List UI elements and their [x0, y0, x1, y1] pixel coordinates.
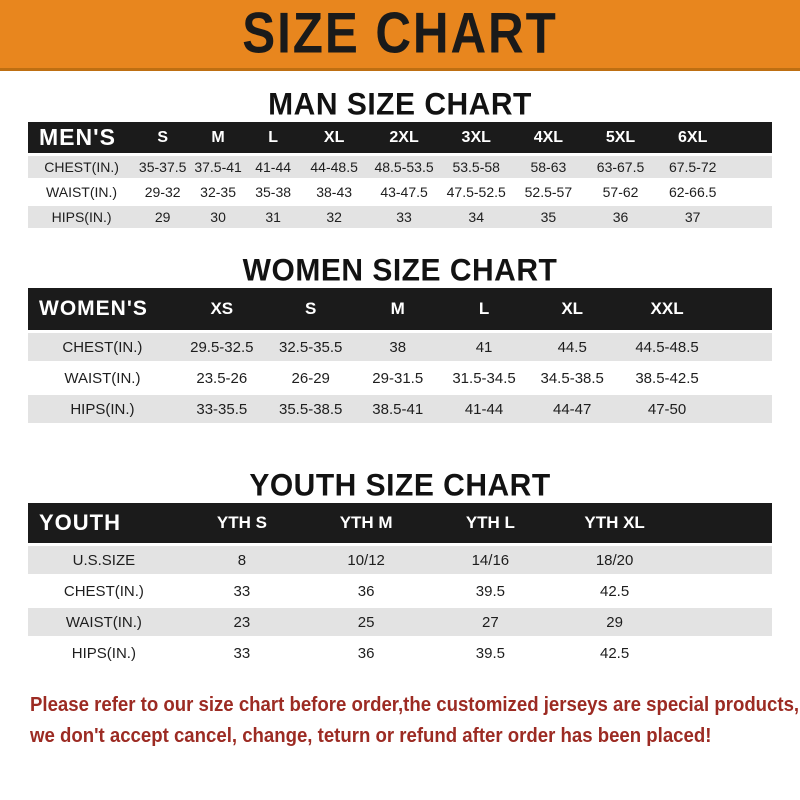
row-label-cell: CHEST(IN.) — [28, 576, 180, 607]
section-men — [0, 87, 800, 228]
size-value-cell: 25 — [304, 607, 428, 638]
size-value-cell: 41 — [441, 332, 527, 363]
size-value-cell: 30 — [190, 205, 246, 229]
size-column-header: YTH M — [304, 503, 428, 545]
size-value-cell: 44-47 — [527, 394, 617, 424]
row-label-cell: CHEST(IN.) — [28, 332, 177, 363]
order-notice — [0, 690, 800, 752]
spacer-cell — [729, 205, 772, 229]
size-value-cell: 39.5 — [428, 576, 552, 607]
table-row — [28, 545, 772, 576]
size-column-header: 5XL — [584, 122, 656, 155]
size-value-cell: 44.5 — [527, 332, 617, 363]
size-column-header: YTH XL — [552, 503, 676, 545]
spacer-cell — [717, 394, 772, 424]
size-value-cell: 42.5 — [552, 638, 676, 668]
size-value-cell: 34.5-38.5 — [527, 363, 617, 394]
size-value-cell: 18/20 — [552, 545, 676, 576]
size-value-cell: 31 — [246, 205, 300, 229]
size-value-cell: 23 — [180, 607, 304, 638]
spacer-cell — [677, 607, 772, 638]
size-value-cell: 35 — [512, 205, 584, 229]
table-row — [28, 638, 772, 668]
size-column-header: 2XL — [368, 122, 440, 155]
spacer-cell — [717, 288, 772, 332]
table-title-cell: MEN'S — [28, 122, 135, 155]
women-size-table — [28, 288, 772, 423]
spacer-cell — [729, 155, 772, 180]
size-column-header: L — [246, 122, 300, 155]
table-row — [28, 394, 772, 424]
size-value-cell: 37 — [657, 205, 729, 229]
size-value-cell: 29 — [552, 607, 676, 638]
size-value-cell: 39.5 — [428, 638, 552, 668]
size-value-cell: 36 — [584, 205, 656, 229]
size-value-cell: 33-35.5 — [177, 394, 267, 424]
table-row — [28, 205, 772, 229]
size-value-cell: 47.5-52.5 — [440, 180, 512, 205]
size-column-header: XL — [527, 288, 617, 332]
men-size-table — [28, 122, 772, 228]
spacer-cell — [677, 576, 772, 607]
size-value-cell: 38 — [355, 332, 441, 363]
row-label-cell: HIPS(IN.) — [28, 638, 180, 668]
size-value-cell: 43-47.5 — [368, 180, 440, 205]
size-value-cell: 48.5-53.5 — [368, 155, 440, 180]
spacer-cell — [729, 180, 772, 205]
size-column-header: L — [441, 288, 527, 332]
size-value-cell: 23.5-26 — [177, 363, 267, 394]
spacer-cell — [677, 638, 772, 668]
size-column-header: XS — [177, 288, 267, 332]
banner — [0, 0, 800, 71]
row-label-cell: WAIST(IN.) — [28, 363, 177, 394]
header-row — [28, 503, 772, 545]
section-youth — [0, 468, 800, 667]
size-value-cell: 38.5-41 — [355, 394, 441, 424]
size-value-cell: 63-67.5 — [584, 155, 656, 180]
size-column-header: YTH S — [180, 503, 304, 545]
size-value-cell: 62-66.5 — [657, 180, 729, 205]
size-value-cell: 47-50 — [617, 394, 717, 424]
row-label-cell: HIPS(IN.) — [28, 205, 135, 229]
size-value-cell: 37.5-41 — [190, 155, 246, 180]
spacer-cell — [677, 503, 772, 545]
size-value-cell: 29-32 — [135, 180, 190, 205]
row-label-cell: HIPS(IN.) — [28, 394, 177, 424]
size-column-header: M — [190, 122, 246, 155]
size-value-cell: 29-31.5 — [355, 363, 441, 394]
size-column-header: S — [135, 122, 190, 155]
table-row — [28, 363, 772, 394]
spacer-cell — [677, 545, 772, 576]
size-value-cell: 36 — [304, 638, 428, 668]
size-value-cell: 8 — [180, 545, 304, 576]
size-value-cell: 32 — [300, 205, 368, 229]
size-value-cell: 35.5-38.5 — [267, 394, 355, 424]
notice-line-2: we don't accept cancel, change, teturn or refund after order has been placed! — [30, 725, 712, 747]
size-chart-content — [0, 87, 800, 752]
table-row — [28, 607, 772, 638]
row-label-cell: U.S.SIZE — [28, 545, 180, 576]
spacer-cell — [717, 363, 772, 394]
size-value-cell: 35-38 — [246, 180, 300, 205]
size-value-cell: 36 — [304, 576, 428, 607]
table-title-cell: WOMEN'S — [28, 288, 177, 332]
size-value-cell: 29 — [135, 205, 190, 229]
size-value-cell: 29.5-32.5 — [177, 332, 267, 363]
header-row — [28, 288, 772, 332]
row-label-cell: WAIST(IN.) — [28, 607, 180, 638]
size-value-cell: 33 — [180, 576, 304, 607]
spacer-cell — [729, 122, 772, 155]
youth-size-table — [28, 503, 772, 667]
size-value-cell: 33 — [368, 205, 440, 229]
size-value-cell: 35-37.5 — [135, 155, 190, 180]
size-value-cell: 42.5 — [552, 576, 676, 607]
size-column-header: M — [355, 288, 441, 332]
size-column-header: 6XL — [657, 122, 729, 155]
size-value-cell: 27 — [428, 607, 552, 638]
size-value-cell: 26-29 — [267, 363, 355, 394]
size-value-cell: 38.5-42.5 — [617, 363, 717, 394]
size-value-cell: 34 — [440, 205, 512, 229]
row-label-cell: CHEST(IN.) — [28, 155, 135, 180]
size-value-cell: 32-35 — [190, 180, 246, 205]
section-women — [0, 253, 800, 423]
banner-title: SIZE CHART — [242, 2, 558, 66]
size-column-header: YTH L — [428, 503, 552, 545]
section-heading-men: MAN SIZE CHART — [268, 87, 532, 122]
size-value-cell: 53.5-58 — [440, 155, 512, 180]
header-row — [28, 122, 772, 155]
size-value-cell: 44-48.5 — [300, 155, 368, 180]
size-value-cell: 58-63 — [512, 155, 584, 180]
table-row — [28, 180, 772, 205]
size-value-cell: 10/12 — [304, 545, 428, 576]
size-value-cell: 57-62 — [584, 180, 656, 205]
size-column-header: XL — [300, 122, 368, 155]
size-column-header: 3XL — [440, 122, 512, 155]
size-column-header: S — [267, 288, 355, 332]
spacer-cell — [717, 332, 772, 363]
size-value-cell: 41-44 — [441, 394, 527, 424]
size-value-cell: 67.5-72 — [657, 155, 729, 180]
section-heading-women: WOMEN SIZE CHART — [242, 253, 558, 288]
size-value-cell: 33 — [180, 638, 304, 668]
size-value-cell: 52.5-57 — [512, 180, 584, 205]
table-row — [28, 155, 772, 180]
notice-line-1: Please refer to our size chart before order,the customized jerseys are special products, — [30, 694, 800, 716]
row-label-cell: WAIST(IN.) — [28, 180, 135, 205]
size-value-cell: 41-44 — [246, 155, 300, 180]
table-row — [28, 332, 772, 363]
table-row — [28, 576, 772, 607]
size-column-header: XXL — [617, 288, 717, 332]
size-value-cell: 31.5-34.5 — [441, 363, 527, 394]
size-column-header: 4XL — [512, 122, 584, 155]
size-value-cell: 14/16 — [428, 545, 552, 576]
size-value-cell: 38-43 — [300, 180, 368, 205]
section-heading-youth: YOUTH SIZE CHART — [249, 468, 551, 503]
size-value-cell: 32.5-35.5 — [267, 332, 355, 363]
size-value-cell: 44.5-48.5 — [617, 332, 717, 363]
table-title-cell: YOUTH — [28, 503, 180, 545]
